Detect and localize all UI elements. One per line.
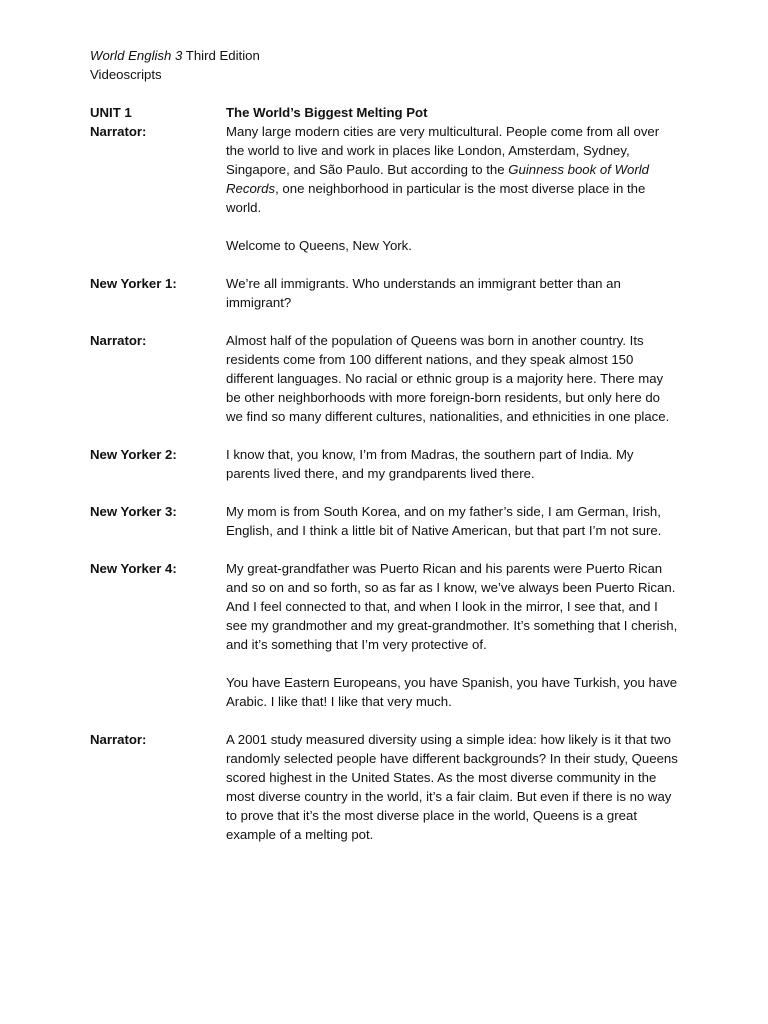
dialogue-paragraph: Welcome to Queens, New York.	[226, 238, 412, 253]
speaker-name: New Yorker 2:	[90, 447, 177, 462]
unit-title: The World’s Biggest Melting Pot	[226, 105, 428, 120]
dialogue-paragraph: A 2001 study measured diversity using a simple idea: how likely is it that two randomly selected people have different backgrounds? In their study, Queens scored highest in the United States. As the most diverse community in the most diverse country in the world, it’s a fair claim. But even if there is no way to prove that it’s the most diverse place in the world, Queens is a great example of a melting pot.	[226, 732, 678, 842]
speaker-name: New Yorker 3:	[90, 504, 177, 519]
script-entry	[90, 730, 690, 863]
dialogue-text: Many large modern cities are very multicultural. People come from all over the world to live and work in places like London, Amsterdam, Sydney, Singapore, and São Paulo. But according to the	[226, 124, 660, 177]
speaker-name: Narrator:	[90, 124, 147, 139]
speaker-name: Narrator:	[90, 333, 147, 348]
dialogue-italic-text: Guinness book of World Records	[226, 162, 650, 196]
script-entry	[90, 274, 690, 331]
speaker-name: New Yorker 1:	[90, 276, 177, 291]
dialogue	[226, 103, 678, 274]
dialogue	[226, 559, 678, 730]
dialogue-paragraph: My great-grandfather was Puerto Rican and his parents were Puerto Rican and so on and so forth, so as far as I know, we’ve always been Puerto Rican. And I feel connected to that, and when I look in the mirror, I see that, and I see my grandmother and my great-grandmother. It’s something that I cherish, and it’s something that I’m very protective of.	[226, 561, 678, 652]
dialogue-paragraph: I know that, you know, I’m from Madras, the southern part of India. My parents lived there, and my grandparents lived there.	[226, 447, 634, 481]
dialogue-paragraph: We’re all immigrants. Who understands an immigrant better than an immigrant?	[226, 276, 621, 310]
dialogue	[226, 445, 678, 502]
dialogue	[226, 502, 678, 559]
dialogue-paragraph: My mom is from South Korea, and on my father’s side, I am German, Irish, English, and I think a little bit of Native American, but that part I’m not sure.	[226, 504, 662, 538]
unit-label: UNIT 1	[90, 105, 132, 120]
book-title: World English 3	[90, 48, 183, 63]
dialogue-text: , one neighborhood in particular is the most diverse place in the world.	[226, 181, 646, 215]
script-entry	[90, 502, 690, 559]
videoscript	[90, 103, 690, 863]
speaker-name: Narrator:	[90, 732, 147, 747]
script-entry	[90, 559, 690, 730]
speaker-column	[90, 103, 226, 141]
script-entry	[90, 103, 690, 274]
document-header	[90, 46, 260, 84]
dialogue	[226, 274, 678, 331]
dialogue	[226, 730, 678, 863]
dialogue-paragraph: Almost half of the population of Queens was born in another country. Its residents come from 100 different nations, and they speak almost 150 different languages. No racial or ethnic group is a majority here. There may be other neighborhoods with more foreign-born residents, but only here do we find so many different cultures, nationalities, and ethnicities in one place.	[226, 333, 670, 424]
script-entry	[90, 445, 690, 502]
speaker-name: New Yorker 4:	[90, 561, 177, 576]
header-title-line	[90, 46, 260, 65]
dialogue-paragraph	[226, 122, 678, 217]
dialogue	[226, 331, 678, 445]
dialogue-paragraph: You have Eastern Europeans, you have Spanish, you have Turkish, you have Arabic. I like that! I like that very much.	[226, 675, 678, 709]
script-entry	[90, 331, 690, 445]
edition-label: Third Edition	[182, 48, 260, 63]
header-subtitle: Videoscripts	[90, 67, 162, 82]
